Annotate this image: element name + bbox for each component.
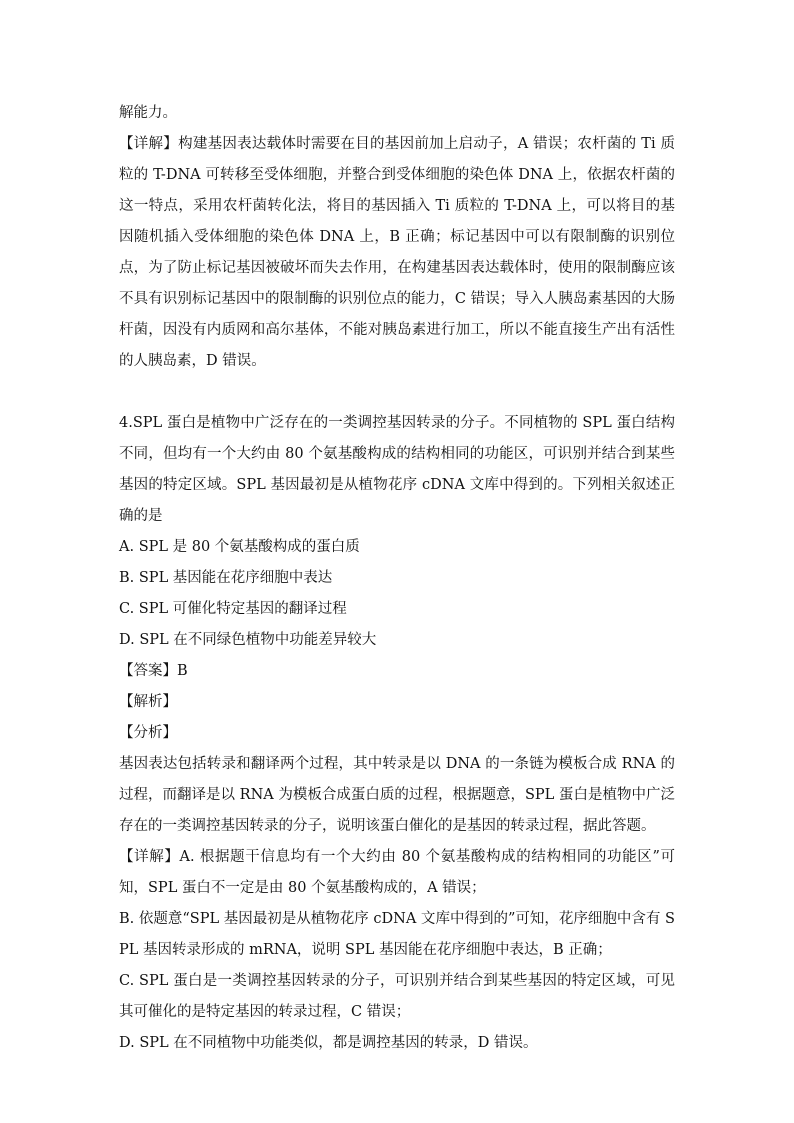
paragraph-gap [119, 377, 675, 408]
question-stem: 4.SPL 蛋白是植物中广泛存在的一类调控基因转录的分子。不同植物的 SPL 蛋白结构不同，但均有一个大约由 80 个氨基酸构成的结构相同的功能区，可识别并结合到某些基因的特定区域。SPL 基因最初是从植物花序 cDNA 文库中得到的。下列相关叙述正确的是 [119, 415, 675, 524]
detail-b: B. 依题意“SPL 基因最初是从植物花序 cDNA 文库中得到的”可知，花序细胞中含有 SPL 基因转录形成的 mRNA，说明 SPL 基因能在花序细胞中表达，B 正确； [119, 911, 675, 958]
detail-d: D. SPL 在不同植物中功能类似，都是调控基因的转录，D 错误。 [119, 1035, 538, 1051]
document-page [119, 98, 675, 1059]
lead-line: 解能力。 [119, 105, 177, 121]
detail-paragraph-previous: 【详解】构建基因表达载体时需要在目的基因前加上启动子，A 错误；农杆菌的 Ti 质粒的 T-DNA 可转移至受体细胞，并整合到受体细胞的染色体 DNA 上，依据农杆菌的这一特点，采用农杆菌转化法，将目的基因插入 Ti 质粒的 T-DNA 上，可以将目的基因随机插入受体细胞的染色体 DNA 上，B 正确；标记基因中可以有限制酶的识别位点，为了防止标记基因被破坏而失去作用，在构建基因表达载体时，使用的限制酶应该不具有识别标记基因中的限制酶的识别位点的能力，C 错误；导入人胰岛素基因的大肠杆菌，因没有内质网和高尔基体，不能对胰岛素进行加工，所以不能直接生产出有活性的人胰岛素，D 错误。 [119, 136, 675, 369]
analysis-label: 【解析】 [119, 694, 177, 710]
option-b: B. SPL 基因能在花序细胞中表达 [119, 570, 333, 586]
option-d: D. SPL 在不同绿色植物中功能差异较大 [119, 632, 377, 648]
detail-a: 【详解】A. 根据题干信息均有一个大约由 80 个氨基酸构成的结构相同的功能区”可知，SPL 蛋白不一定是由 80 个氨基酸构成的，A 错误； [119, 849, 675, 896]
detail-c: C. SPL 蛋白是一类调控基因转录的分子，可识别并结合到某些基因的特定区域，可见其可催化的是特定基因的转录过程，C 错误； [119, 973, 675, 1020]
option-a: A. SPL 是 80 个氨基酸构成的蛋白质 [119, 539, 360, 555]
answer-line: 【答案】B [119, 663, 188, 679]
fenxi-text: 基因表达包括转录和翻译两个过程，其中转录是以 DNA 的一条链为模板合成 RNA 的过程，而翻译是以 RNA 为模板合成蛋白质的过程，根据题意，SPL 蛋白是植物中广泛存在的一类调控基因转录的分子，说明该蛋白催化的是基因的转录过程，据此答题。 [119, 756, 675, 834]
option-c: C. SPL 可催化特定基因的翻译过程 [119, 601, 347, 617]
fenxi-label: 【分析】 [119, 725, 177, 741]
